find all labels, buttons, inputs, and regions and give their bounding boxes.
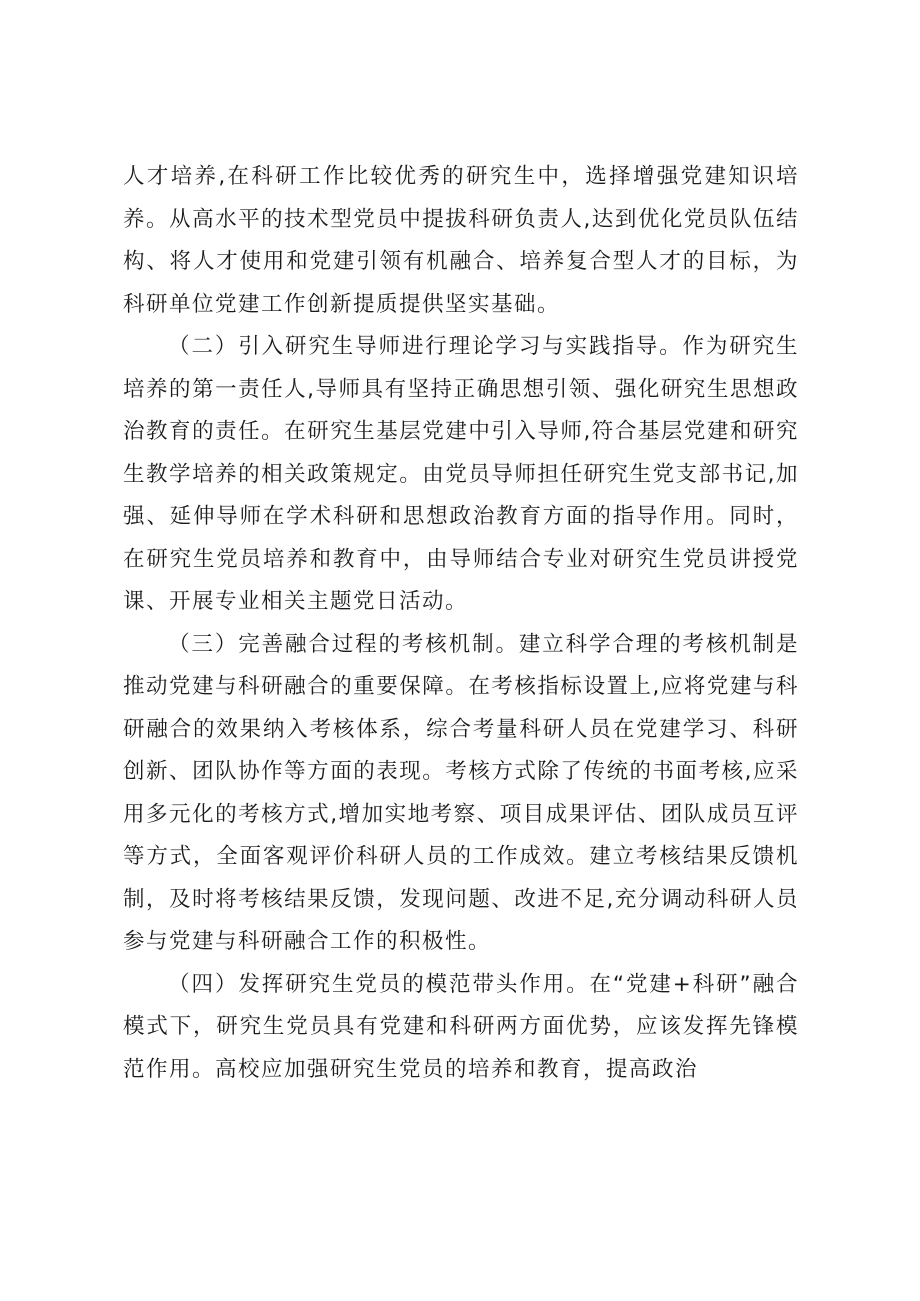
paragraph-talent-training: 人才培养,在科研工作比较优秀的研究生中，选择增强党建知识培养。从高水平的技术型党员中提拔科研负责人,达到优化党员队伍结构、将人才使用和党建引领有机融合、培养复合型人才的目标，为科研单位党建工作创新提质提供坚实基础。 xyxy=(123,164,799,317)
paragraph-assessment-mechanism: （三）完善融合过程的考核机制。建立科学合理的考核机制是推动党建与科研融合的重要保障。在考核指标设置上,应将党建与科研融合的效果纳入考核体系，综合考量科研人员在党建学习、科研创新、团队协作等方面的表现。考核方式除了传统的书面考核,应采用多元化的考核方式,增加实地考察、项目成果评估、团队成员互评等方式，全面客观评价科研人员的工作成效。建立考核结果反馈机制，及时将考核结果反馈，发现问题、改进不足,充分调动科研人员参与党建与科研融合工作的积极性。 xyxy=(123,631,799,954)
paragraph-model-role: （四）发挥研究生党员的模范带头作用。在“党建+科研”融合模式下，研究生党员具有党建和科研两方面优势，应该发挥先锋模范作用。高校应加强研究生党员的培养和教育，提高政治 xyxy=(123,971,799,1082)
paragraph-supervisor-guidance: （二）引入研究生导师进行理论学习与实践指导。作为研究生培养的第一责任人,导师具有坚持正确思想引领、强化研究生思想政治教育的责任。在研究生基层党建中引入导师,符合基层党建和研究生教学培养的相关政策规定。由党员导师担任研究生党支部书记,加强、延伸导师在学术科研和思想政治教育方面的指导作用。同时，在研究生党员培养和教育中，由导师结合专业对研究生党员讲授党课、开展专业相关主题党日活动。 xyxy=(123,334,799,614)
document-body xyxy=(123,156,799,1091)
